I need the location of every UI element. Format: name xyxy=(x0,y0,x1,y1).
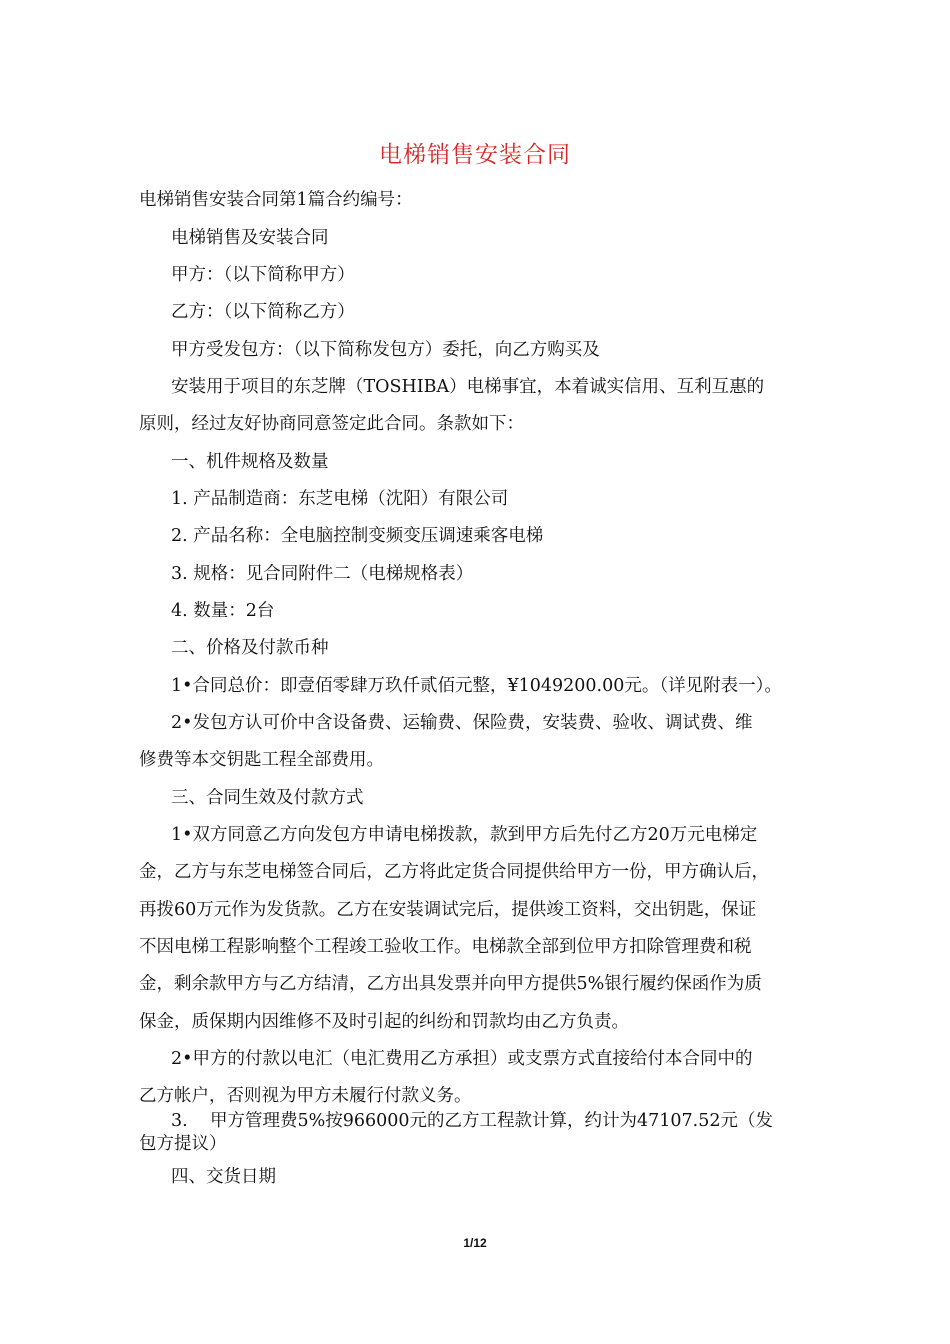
text-line: 再拨60万元作为发货款。乙方在安装调试完后，提供竣工资料，交出钥匙，保证 xyxy=(139,900,757,920)
text-line: 1•合同总价：即壹佰零肆万玖仟贰佰元整，¥1049200.00元。（详见附表一）。 xyxy=(171,676,782,696)
section-heading: 一、机件规格及数量 xyxy=(171,452,329,472)
text-line: 金，剩余款甲方与乙方结清，乙方出具发票并向甲方提供5%银行履约保函作为质 xyxy=(139,974,762,994)
list-item: 3. 规格：见合同附件二（电梯规格表） xyxy=(171,564,474,584)
section-heading: 三、合同生效及付款方式 xyxy=(171,788,364,808)
text-line: 2•发包方认可价中含设备费、运输费、保险费，安装费、验收、调试费、维 xyxy=(171,713,753,733)
text-line: 乙方帐户，否则视为甲方未履行付款义务。 xyxy=(139,1086,472,1106)
list-item: 2. 产品名称：全电脑控制变频变压调速乘客电梯 xyxy=(171,526,544,546)
text-line: 电梯销售安装合同第1篇合约编号： xyxy=(139,190,413,210)
text-line: 包方提议） xyxy=(139,1134,227,1154)
text-line: 甲方受发包方：（以下简称发包方）委托，向乙方购买及 xyxy=(171,340,600,360)
text-line: 乙方：（以下简称乙方） xyxy=(171,302,355,322)
list-item: 4. 数量：2台 xyxy=(171,601,275,621)
list-item: 1. 产品制造商：东芝电梯（沈阳）有限公司 xyxy=(171,489,509,509)
text-line: 原则，经过友好协商同意签定此合同。条款如下： xyxy=(139,414,524,434)
page-number: 1/12 xyxy=(463,1236,487,1250)
section-heading: 四、交货日期 xyxy=(171,1167,276,1187)
text-line: 2•甲方的付款以电汇（电汇费用乙方承担）或支票方式直接给付本合同中的 xyxy=(171,1049,753,1069)
text-line: 修费等本交钥匙工程全部费用。 xyxy=(139,750,384,770)
text-line: 3. 甲方管理费5%按966000元的乙方工程款计算，约计为47107.52元（发 xyxy=(171,1111,774,1131)
text-line: 保金，质保期内因维修不及时引起的纠纷和罚款均由乙方负责。 xyxy=(139,1012,629,1032)
text-line: 1•双方同意乙方向发包方申请电梯拨款，款到甲方后先付乙方20万元电梯定 xyxy=(171,825,758,845)
text-line: 甲方：（以下简称甲方） xyxy=(171,265,355,285)
text-line: 电梯销售及安装合同 xyxy=(171,228,329,248)
document-title: 电梯销售安装合同 xyxy=(379,142,571,168)
text-line: 金，乙方与东芝电梯签合同后，乙方将此定货合同提供给甲方一份，甲方确认后， xyxy=(139,862,769,882)
text-line: 安装用于项目的东芝牌（TOSHIBA）电梯事宜，本着诚实信用、互利互惠的 xyxy=(171,377,765,397)
text-line: 不因电梯工程影响整个工程竣工验收工作。电梯款全部到位甲方扣除管理费和税 xyxy=(139,937,752,957)
section-heading: 二、价格及付款币种 xyxy=(171,638,329,658)
